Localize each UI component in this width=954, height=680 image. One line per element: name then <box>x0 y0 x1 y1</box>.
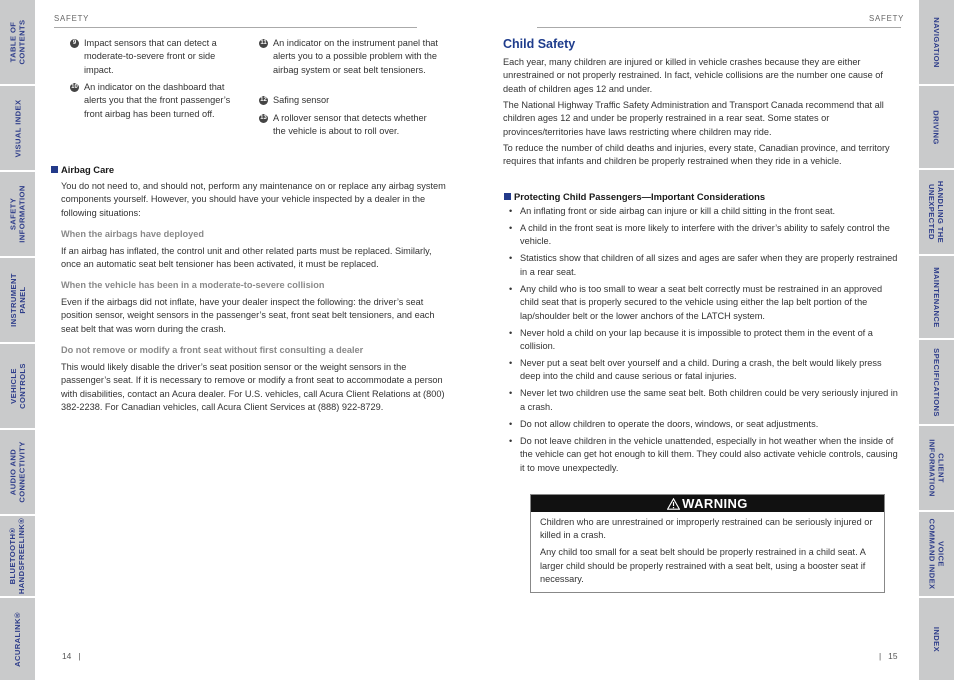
tab-audio-and-connectivity[interactable] <box>0 430 35 514</box>
item-number: 12 <box>260 97 267 103</box>
tab-label: DRIVING <box>931 109 941 145</box>
right-header-rule <box>537 27 901 28</box>
right-page-header: SAFETY <box>869 14 905 23</box>
tab-maintenance[interactable] <box>919 256 954 338</box>
warning-header <box>531 495 884 512</box>
tab-instrument-panel[interactable] <box>0 258 35 342</box>
list-item: • Never hold a child on your lap because it is impossible to protect them in the event of a collision. <box>503 327 901 354</box>
airbag-care-heading <box>51 164 114 175</box>
right-page-number: | 15 <box>879 651 898 661</box>
item-text: An indicator on the instrument panel that alerts you to a possible problem with the airbag system or seat belt tensioners. <box>273 38 438 75</box>
tab-label: BLUETOOTH® HANDSFREELINK® <box>8 517 27 595</box>
warning-text: Any child too small for a seat belt should be properly restrained in a child seat. A larger child should be properly restrained with a seat belt, using a booster seat if necessary. <box>540 547 866 585</box>
collision-text: Even if the airbags did not inflate, have your dealer inspect the following: the driver’s seat position sensor, weight sensors in the passenger’s seat, front seat belt tensioners, and each seat belt that was worn during the crash. <box>61 297 435 334</box>
tab-label: MAINTENANCE <box>932 266 942 328</box>
item-text: Safing sensor <box>273 95 330 105</box>
considerations-list <box>503 205 901 479</box>
tab-voice-command-index[interactable] <box>919 512 954 596</box>
heading-text: Protecting Child Passengers—Important Considerations <box>514 191 766 202</box>
tab-navigation[interactable] <box>919 0 954 84</box>
front-seat-text: This would likely disable the driver’s seat position sensor or the weight sensors in the passenger’s seat. If it is necessary to remove or modify a front seat to accommodate a person with disabilities, contact an Acura dealer. For U.S. vehicles, call Acura Client Relations at (800) 382-2238. For Canadian vehicles, call Acura Client Services at (888) 922-8729. <box>61 362 445 413</box>
list-item: • Do not allow children to operate the doors, windows, or seat adjustments. <box>503 418 901 431</box>
tab-label: AUDIO AND CONNECTIVITY <box>8 441 27 503</box>
tab-specifications[interactable] <box>919 340 954 424</box>
warning-title: WARNING <box>682 496 748 511</box>
tab-label: SAFETY INFORMATION <box>8 185 27 243</box>
numbered-item <box>259 37 439 77</box>
left-section-tabs <box>0 0 35 680</box>
numbered-item <box>259 112 439 139</box>
child-safety-paragraph: To reduce the number of child deaths and injuries, every state, Canadian province, and territory requires that infants and children be properly restrained when they ride in a vehicle. <box>503 143 890 167</box>
numbered-item <box>259 94 439 107</box>
section-marker-icon <box>504 193 511 200</box>
tab-label: SPECIFICATIONS <box>932 347 941 417</box>
tab-label: VOICE COMMAND INDEX <box>927 518 946 590</box>
tab-bluetooth-handsfreelink[interactable] <box>0 516 35 596</box>
tab-client-information[interactable] <box>919 426 954 510</box>
tab-visual-index[interactable] <box>0 86 35 170</box>
right-section-tabs <box>919 0 954 680</box>
list-item: • A child in the front seat is more likely to interfere with the driver’s ability to safely control the vehicle. <box>503 222 901 249</box>
list-item: • An inflating front or side airbag can injure or kill a child sitting in the front seat. <box>503 205 901 218</box>
tab-table-of-contents[interactable] <box>0 0 35 84</box>
airbags-deployed-text: If an airbag has inflated, the control unit and other related parts must be replaced. Similarly, once an automatic seat belt tensioner has been activated, it must be replaced. <box>61 246 432 270</box>
warning-text: Children who are unrestrained or improperly restrained can be seriously injured or killed in a crash. <box>540 517 873 541</box>
item-text: A rollover sensor that detects whether the vehicle is about to roll over. <box>273 113 427 137</box>
tab-label: TABLE OF CONTENTS <box>8 19 27 65</box>
airbag-care-intro: You do not need to, and should not, perform any maintenance on or replace any airbag system components yourself. However, you should have your vehicle inspected by a dealer in the following situations: <box>61 181 446 218</box>
considerations-heading <box>504 191 765 202</box>
subheading-front-seat: Do not remove or modify a front seat without first consulting a dealer <box>61 345 364 355</box>
tab-label: CLIENT INFORMATION <box>927 439 946 497</box>
left-header-rule <box>54 27 417 28</box>
tab-label: VISUAL INDEX <box>13 99 23 157</box>
numbered-item <box>70 81 240 121</box>
warning-box <box>530 494 885 593</box>
tab-label: INDEX <box>932 626 941 652</box>
tab-label: HANDLING THE UNEXPECTED <box>927 180 946 244</box>
tab-handling-the-unexpected[interactable] <box>919 170 954 254</box>
warning-body <box>531 512 884 587</box>
section-marker-icon <box>51 166 58 173</box>
heading-text: Airbag Care <box>61 164 115 175</box>
tab-label: ACURALINK® <box>13 611 23 667</box>
left-page-header: SAFETY <box>54 14 90 23</box>
list-item: • Never let two children use the same seat belt. Both children could be very seriously injured in a crash. <box>503 387 901 414</box>
tab-driving[interactable] <box>919 86 954 168</box>
child-safety-paragraph: The National Highway Traffic Safety Administration and Transport Canada recommend that all children ages 12 and under be properly restrained in a rear seat. Some states or provinces/territories have laws restricting where children may ride. <box>503 100 884 137</box>
tab-safety-information[interactable] <box>0 172 35 256</box>
warning-triangle-icon <box>667 497 680 514</box>
list-item: • Do not leave children in the vehicle unattended, especially in hot weather when the inside of the vehicle can get hot enough to kill them. They could also activate vehicle controls, causing it to move unexpectedly. <box>503 435 901 475</box>
tab-label: INSTRUMENT PANEL <box>8 273 27 327</box>
child-safety-title: Child Safety <box>503 37 576 51</box>
numbered-item <box>70 37 240 77</box>
item-number: 9 <box>70 39 79 48</box>
tab-label: NAVIGATION <box>932 16 942 68</box>
item-text: An indicator on the dashboard that alerts you that the front passenger’s front airbag has been turned off. <box>84 82 231 119</box>
subheading-collision: When the vehicle has been in a moderate-to-severe collision <box>61 280 325 290</box>
item-number: 10 <box>71 84 78 90</box>
tab-index[interactable] <box>919 598 954 680</box>
tab-label: VEHICLE CONTROLS <box>8 363 27 409</box>
tab-vehicle-controls[interactable] <box>0 344 35 428</box>
item-number: 11 <box>260 40 267 46</box>
item-text: Impact sensors that can detect a moderate-to-severe front or side impact. <box>84 38 217 75</box>
subheading-airbags-deployed: When the airbags have deployed <box>61 229 204 239</box>
child-safety-paragraph: Each year, many children are injured or killed in vehicle crashes because they are either unrestrained or not properly restrained. In fact, vehicle collisions are the number one cause of death of children ages 12 and under. <box>503 57 883 94</box>
list-item: • Statistics show that children of all sizes and ages are safer when they are properly restrained in a rear seat. <box>503 252 901 279</box>
left-page-number: 14 | <box>62 651 81 661</box>
item-number: 13 <box>260 115 267 121</box>
list-item: • Any child who is too small to wear a seat belt correctly must be restrained in an approved child seat that is properly secured to the vehicle using either the lap belt portion of the lap/shoulder belt or the lower anchors of the LATCH system. <box>503 283 901 323</box>
tab-acuralink[interactable] <box>0 598 35 680</box>
list-item: • Never put a seat belt over yourself and a child. During a crash, the belt would likely press deep into the child and cause serious or fatal injuries. <box>503 357 901 384</box>
